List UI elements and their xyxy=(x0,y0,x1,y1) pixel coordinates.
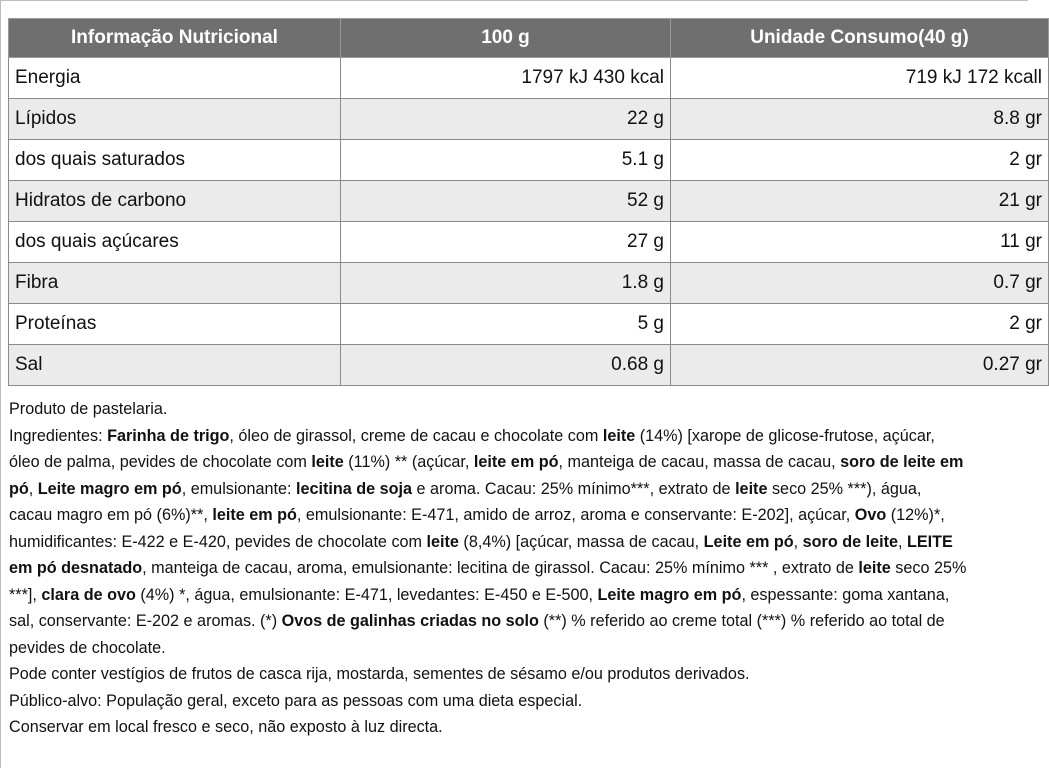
ingredient-text: , óleo de girassol, creme de cacau e chocolate com xyxy=(229,426,603,445)
ingredients-paragraph xyxy=(9,423,969,662)
table-row xyxy=(9,304,1049,345)
ingredient-text: , xyxy=(897,532,907,551)
ingredient-text: , manteiga de cacau, aroma, emulsionante: lecitina de girassol. Cacau: 25% mínimo *** , extrato de xyxy=(142,559,859,577)
ingredient-text: e aroma. Cacau: 25% mínimo***, extrato de xyxy=(412,479,736,498)
value-per-100g: 1.8 g xyxy=(341,263,671,304)
allergen-note: Pode conter vestígios de frutos de casca rija, mostarda, sementes de sésamo e/ou produtos derivados. xyxy=(9,665,750,683)
ingredient-text: (4%) *, água, emulsionante: E-471, levedantes: E-450 e E-500, xyxy=(135,585,598,604)
table-header-row xyxy=(9,19,1049,58)
ingredient-text: (12%)*, humidificantes: E-422 e E-420, pevides de chocolate com xyxy=(9,506,945,551)
product-type: Produto de pastelaria. xyxy=(9,400,168,418)
ingredient-text: , manteiga de cacau, massa de cacau, xyxy=(558,453,841,471)
ingredient-allergen: leite xyxy=(426,532,459,551)
value-per-unit: 2 gr xyxy=(671,140,1049,181)
ingredient-allergen: Leite magro em pó xyxy=(37,479,182,498)
ingredient-text: (11%) ** (açúcar, xyxy=(343,453,474,471)
row-label: Fibra xyxy=(9,263,341,304)
value-per-unit: 0.7 gr xyxy=(671,263,1049,304)
table-row xyxy=(9,222,1049,263)
ingredient-allergen: leite xyxy=(735,479,768,498)
ingredient-text: , xyxy=(28,479,38,498)
row-label: Sal xyxy=(9,345,341,386)
ingredient-text: , emulsionante: E-471, amido de arroz, aroma e conservante: E-202], açúcar, xyxy=(296,506,855,524)
ingredient-text: , xyxy=(793,532,803,551)
value-per-100g: 52 g xyxy=(341,181,671,222)
value-per-100g: 5.1 g xyxy=(341,140,671,181)
row-label: Proteínas xyxy=(9,304,341,345)
table-row xyxy=(9,58,1049,99)
ingredient-text: Ingredientes: xyxy=(9,426,108,445)
table-row xyxy=(9,99,1049,140)
ingredient-text: seco 25% ***], xyxy=(9,559,967,604)
table-row xyxy=(9,345,1049,386)
ingredient-allergen: Ovo xyxy=(854,506,887,524)
value-per-unit: 719 kJ 172 kcall xyxy=(671,58,1049,99)
ingredient-allergen: leite em pó xyxy=(473,453,559,471)
ingredient-text: , espessante: goma xantana, sal, conservante: E-202 e aromas. (*) xyxy=(9,585,950,630)
ingredient-allergen: leite em pó xyxy=(212,506,297,524)
target-audience: Público-alvo: População geral, exceto para as pessoas com uma dieta especial. xyxy=(9,691,583,710)
table-row xyxy=(9,140,1049,181)
value-per-unit: 11 gr xyxy=(671,222,1049,263)
value-per-100g: 0.68 g xyxy=(341,345,671,386)
value-per-100g: 22 g xyxy=(341,99,671,140)
ingredient-allergen: leite xyxy=(311,453,344,471)
ingredient-text: (8,4%) [açúcar, massa de cacau, xyxy=(458,532,704,551)
ingredient-text: (**) % referido ao creme total (***) % referido ao total de pevides de chocolate. xyxy=(9,612,945,657)
header-per-100g: 100 g xyxy=(341,19,671,58)
header-nutrition-info: Informação Nutricional xyxy=(9,19,341,58)
ingredient-allergen: Leite magro em pó xyxy=(597,585,742,604)
ingredient-allergen: leite xyxy=(602,426,636,445)
ingredient-allergen: lecitina de soja xyxy=(295,479,413,498)
ingredient-allergen: Farinha de trigo xyxy=(107,426,230,445)
ingredient-allergen: clara de ovo xyxy=(41,585,136,604)
ingredient-text: seco 25% ***), água, cacau magro em pó (6%)**, xyxy=(9,479,922,524)
value-per-unit: 2 gr xyxy=(671,304,1049,345)
value-per-unit: 8.8 gr xyxy=(671,99,1049,140)
value-per-unit: 0.27 gr xyxy=(671,345,1049,386)
ingredient-allergen: LEITE em pó desnatado xyxy=(9,532,953,577)
storage-instructions: Conservar em local fresco e seco, não exposto à luz directa. xyxy=(9,718,443,736)
ingredient-allergen: Leite em pó xyxy=(703,532,794,551)
row-label: Hidratos de carbono xyxy=(9,181,341,222)
ingredient-allergen: soro de leite em pó xyxy=(9,453,964,498)
ingredient-allergen: soro de leite xyxy=(802,532,898,551)
value-per-100g: 5 g xyxy=(341,304,671,345)
value-per-100g: 1797 kJ 430 kcal xyxy=(341,58,671,99)
ingredient-allergen: leite xyxy=(858,559,891,577)
header-per-unit: Unidade Consumo(40 g) xyxy=(671,19,1049,58)
row-label: dos quais saturados xyxy=(9,140,341,181)
row-label: Lípidos xyxy=(9,99,341,140)
nutrition-table xyxy=(8,18,1049,386)
ingredient-allergen: Ovos de galinhas criadas no solo xyxy=(281,612,539,630)
ingredient-text: , emulsionante: xyxy=(181,479,296,498)
row-label: Energia xyxy=(9,58,341,99)
product-description xyxy=(9,396,969,741)
row-label: dos quais açúcares xyxy=(9,222,341,263)
table-row xyxy=(9,181,1049,222)
value-per-100g: 27 g xyxy=(341,222,671,263)
ingredient-text: (14%) [xarope de glicose-frutose, açúcar, óleo de palma, pevides de chocolate com xyxy=(9,426,935,471)
table-row xyxy=(9,263,1049,304)
value-per-unit: 21 gr xyxy=(671,181,1049,222)
